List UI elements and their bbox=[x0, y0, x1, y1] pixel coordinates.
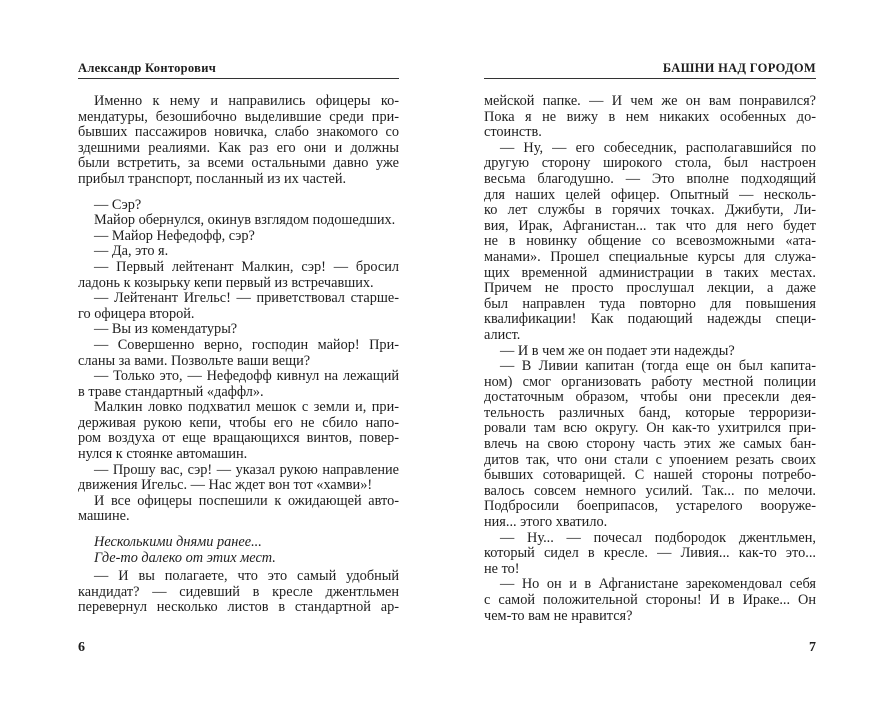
text-line: кандидат? — сидевший в кресле джентльмен bbox=[78, 583, 399, 600]
page-body bbox=[78, 94, 399, 616]
page-number: 7 bbox=[809, 640, 816, 655]
text-line: достаточным образом, чтобы они пресекли дея- bbox=[484, 389, 816, 406]
text-line: Подбросили боеприпасов, устарелого вооруже- bbox=[484, 498, 816, 515]
paragraph bbox=[78, 322, 399, 338]
paragraph bbox=[78, 494, 399, 525]
paragraph bbox=[78, 535, 399, 551]
text-line: — Только это, — Нефедофф кивнул на лежащий bbox=[94, 368, 399, 385]
paragraph bbox=[484, 577, 816, 624]
text-line: тельность различных банд, которые терроризи- bbox=[484, 404, 816, 421]
text-line: влечь на свою сторону часть этих же самых бан- bbox=[484, 436, 816, 453]
paragraph bbox=[78, 198, 399, 214]
paragraph bbox=[78, 338, 399, 369]
text-line: — Совершенно верно, господин майор! При- bbox=[94, 336, 399, 353]
text-line: который сидел в кресле. — Ливия... как-то это... bbox=[484, 545, 816, 562]
text-line: Малкин ловко подхватил мешок с земли и, при- bbox=[94, 399, 399, 416]
text-line: чем-то вам не нравится? bbox=[484, 607, 633, 624]
paragraph bbox=[78, 463, 399, 494]
text-line: мендатуры, безошибочно выделившие среди при- bbox=[78, 108, 399, 125]
text-line: были встретить, за всеми остальными давно уже bbox=[78, 155, 399, 172]
text-line: алист. bbox=[484, 326, 521, 343]
text-line: нулся к стоянке автомашин. bbox=[78, 446, 248, 463]
text-line: — Да, это я. bbox=[94, 243, 169, 260]
text-line: в траве стандартный «даффл». bbox=[78, 383, 264, 400]
text-line: с самой положительной стороны! И в Ираке... Он bbox=[484, 592, 816, 608]
paragraph bbox=[78, 229, 399, 245]
paragraph bbox=[78, 369, 399, 400]
text-line: — В Ливии капитан (тогда еще он был капита- bbox=[500, 358, 816, 375]
text-line: валось совсем немного усилий. Так... по мелочи. bbox=[484, 482, 816, 499]
text-line: — Лейтенант Игельс! — приветствовал старше- bbox=[94, 290, 399, 307]
paragraph bbox=[78, 400, 399, 462]
paragraph bbox=[484, 141, 816, 344]
text-line: — Майор Нефедофф, сэр? bbox=[94, 227, 255, 244]
text-line: — Но он и в Афганистане зарекомендовал себя bbox=[500, 576, 816, 593]
paragraph bbox=[78, 244, 399, 260]
text-line: — Первый лейтенант Малкин, сэр! — бросил bbox=[94, 258, 399, 275]
text-line: Причем не просто прослушал лекции, а даже bbox=[484, 280, 816, 297]
text-line: — Ну... — почесал подбородок джентльмен, bbox=[500, 529, 816, 546]
text-line: — Вы из комендатуры? bbox=[94, 321, 238, 338]
text-line: Именно к нему и направились офицеры ко- bbox=[94, 93, 399, 109]
text-line: Пока я не вижу в нем никаких особенных до- bbox=[484, 108, 816, 125]
text-line: здешними реалиями. Как раз его они и должны bbox=[78, 139, 399, 156]
text-line: для наших целей офицер. Опытный — несколь- bbox=[484, 186, 816, 203]
page-body bbox=[484, 94, 816, 624]
paragraph bbox=[78, 94, 399, 188]
text-line: — Ну, — его собеседник, располагавшийся по bbox=[500, 139, 816, 156]
text-line: вия, Ирак, Афганистан... так что для него будет bbox=[484, 217, 816, 234]
text-line: стоинств. bbox=[484, 124, 542, 141]
text-line: ко лет службы в горячих точках. Джибути, Ли- bbox=[484, 202, 816, 219]
text-line: мейской папке. — И чем же он вам понравился? bbox=[484, 93, 816, 109]
text-line: движения Игельс. — Нас ждет вон тот «хамви»! bbox=[78, 477, 373, 494]
text-line: был направлен туда повторно для повышения bbox=[484, 295, 816, 312]
paragraph bbox=[78, 291, 399, 322]
text-line: го офицера второй. bbox=[78, 305, 195, 322]
text-line: ладонь к козырьку кепи первый из встречавших. bbox=[78, 274, 374, 291]
text-line: ния... этого хватило. bbox=[484, 514, 608, 531]
paragraph bbox=[78, 260, 399, 291]
text-line: ном) смог организовать работу местной полиции bbox=[484, 373, 816, 390]
text-line: — Прошу вас, сэр! — указал рукою направление bbox=[94, 461, 399, 478]
text-line: сланы за вами. Позвольте ваши вещи? bbox=[78, 352, 311, 369]
text-line: бывших пассажиров новичка, слабо знакомого со bbox=[78, 124, 399, 141]
paragraph bbox=[78, 551, 399, 567]
text-line: квалификации! Как подающий надежды специ- bbox=[484, 311, 816, 328]
text-line: — И вы полагаете, что это самый удобный bbox=[94, 568, 399, 585]
text-line: Несколькими днями ранее... bbox=[94, 534, 262, 551]
text-line: дитов так, что они стали с упоением резать своих bbox=[484, 451, 816, 468]
text-line: бывших сотоварищей. С нашей стороны потребо- bbox=[484, 467, 816, 484]
text-line: перевернул несколько листов в стандартной ар- bbox=[78, 599, 399, 616]
text-line: Где-то далеко от этих мест. bbox=[94, 549, 276, 566]
text-line: И все офицеры поспешили к ожидающей авто- bbox=[94, 492, 399, 509]
text-line: щих временной администрации в таких местах. bbox=[484, 264, 816, 281]
text-line: Майор обернулся, окинув взглядом подошедших. bbox=[94, 212, 396, 229]
paragraph bbox=[78, 213, 399, 229]
text-line: не то! bbox=[484, 560, 520, 577]
text-line: не в новинку общение со всевозможными «ата- bbox=[484, 233, 816, 250]
running-head-author: Александр Конторович bbox=[78, 58, 399, 79]
paragraph bbox=[484, 531, 816, 578]
running-head-title: БАШНИ НАД ГОРОДОМ bbox=[484, 58, 816, 79]
page-number: 6 bbox=[78, 640, 85, 655]
text-line: ром воздуха от еще вращающихся винтов, повер- bbox=[78, 430, 399, 447]
text-line: держивая рукою кепи, чтобы его не сбило напо- bbox=[78, 414, 399, 431]
paragraph bbox=[78, 569, 399, 616]
text-line: машине. bbox=[78, 508, 130, 525]
paragraph bbox=[484, 359, 816, 531]
text-line: весьма благодушно. — Это вполне подходящий bbox=[484, 170, 816, 187]
paragraph bbox=[484, 94, 816, 141]
text-line: манами». Прошел специальные курсы для служа- bbox=[484, 248, 816, 265]
paragraph bbox=[484, 344, 816, 360]
text-line: — И в чем же он подает эти надежды? bbox=[500, 342, 735, 359]
text-line: ровали там всю округу. Он как-то ухитрился при- bbox=[484, 420, 816, 437]
text-line: — Сэр? bbox=[94, 196, 142, 213]
text-line: другую сторону широкого стола, был настроен bbox=[484, 155, 816, 172]
text-line: прибыл транспорт, посланный из их частей. bbox=[78, 170, 347, 187]
